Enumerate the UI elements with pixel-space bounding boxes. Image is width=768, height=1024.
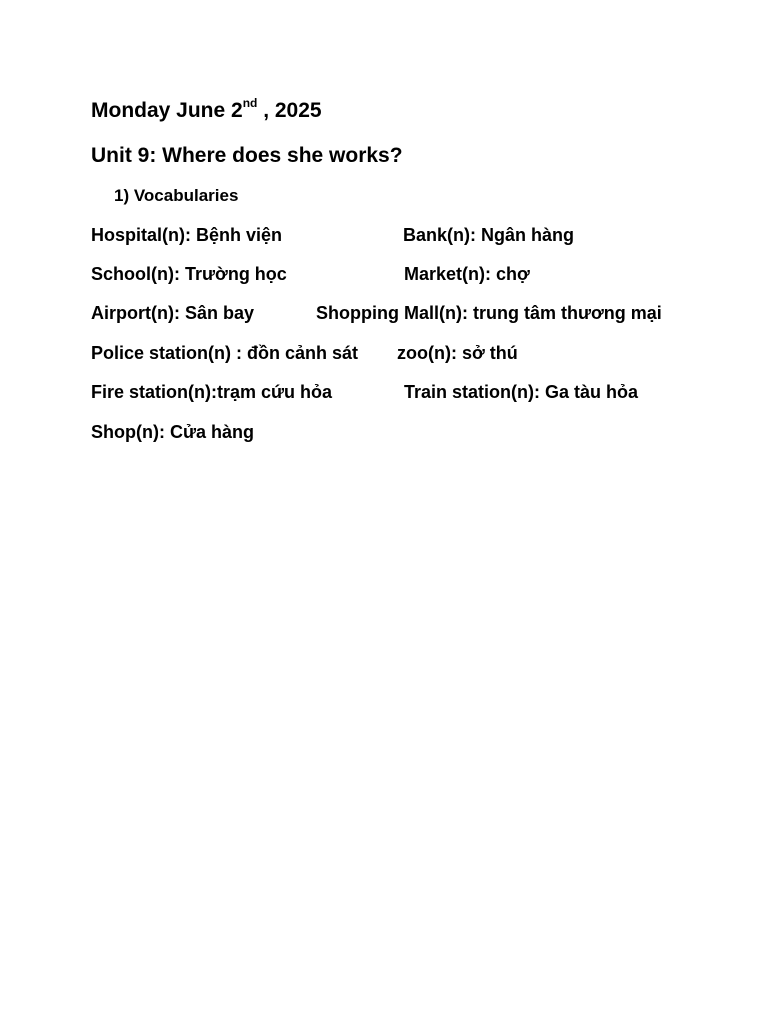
vocab-item-zoo: zoo(n): sở thú bbox=[397, 343, 518, 363]
vocab-item-train-station: Train station(n): Ga tàu hỏa bbox=[404, 382, 639, 402]
date-ordinal-suffix: nd bbox=[242, 96, 258, 110]
date-line bbox=[91, 96, 322, 122]
date-text: Monday June 2 bbox=[91, 99, 243, 122]
vocab-item-bank: Bank(n): Ngân hàng bbox=[403, 225, 574, 245]
vocab-item-police-station: Police station(n) : đồn cảnh sát bbox=[91, 343, 359, 363]
vocab-item-fire-station: Fire station(n):trạm cứu hỏa bbox=[91, 382, 333, 402]
vocab-item-airport: Airport(n): Sân bay bbox=[91, 303, 255, 323]
vocab-item-shop: Shop(n): Cửa hàng bbox=[91, 422, 255, 442]
date-year: , 2025 bbox=[257, 99, 322, 122]
vocab-item-shopping-mall: Shopping Mall(n): trung tâm thương mại bbox=[316, 303, 662, 323]
vocab-item-hospital: Hospital(n): Bệnh viện bbox=[91, 225, 283, 245]
unit-title: Unit 9: Where does she works? bbox=[91, 144, 403, 167]
vocab-item-market: Market(n): chợ bbox=[404, 264, 530, 284]
vocab-item-school: School(n): Trường học bbox=[91, 264, 287, 284]
section-heading: 1) Vocabularies bbox=[114, 186, 239, 205]
